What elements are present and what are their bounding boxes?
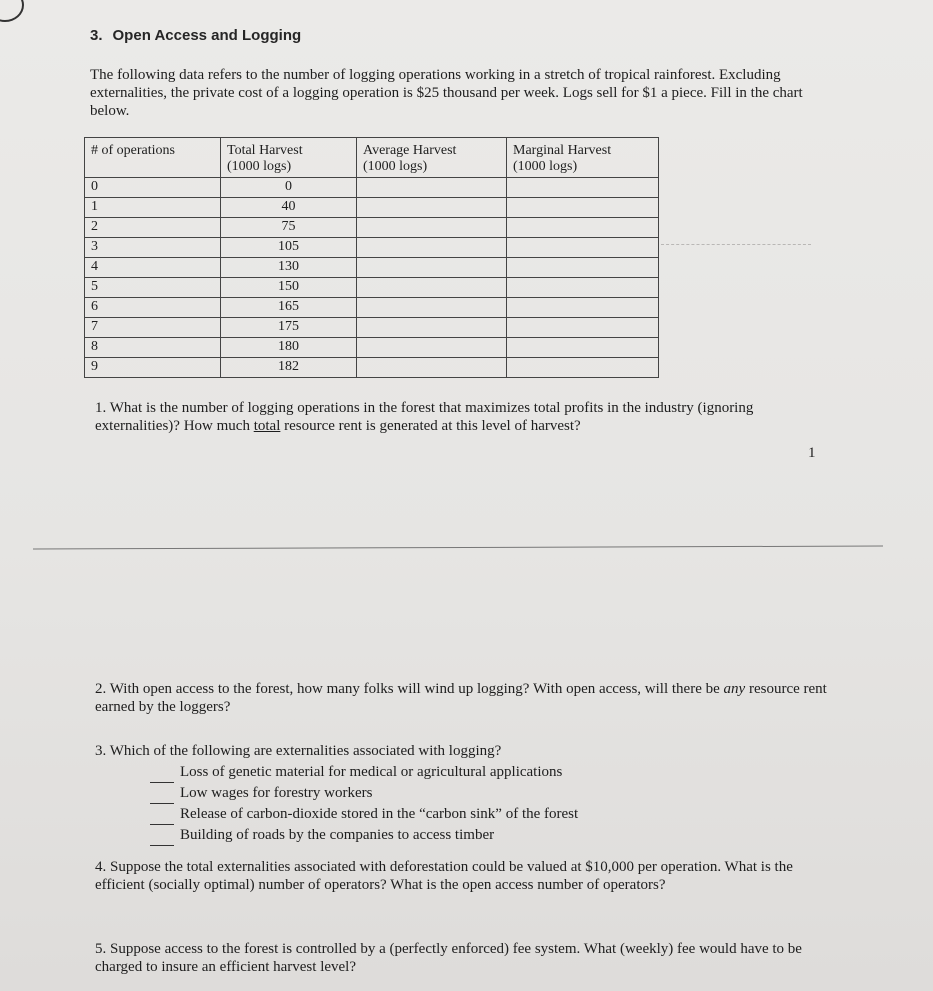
option-item[interactable] [150,804,578,825]
cell-total-harvest: 182 [221,358,357,378]
cell-operations: 3 [85,238,221,258]
cell-average-harvest[interactable] [357,198,507,218]
checkbox-blank[interactable] [150,770,174,783]
question-5: 5. Suppose access to the forest is controlled by a (perfectly enforced) fee system. What (weekly) fee would have to be charged to insure an efficient harvest level? [95,941,802,975]
cell-total-harvest: 165 [221,298,357,318]
header-average-harvest-unit: (1000 logs) [363,159,428,174]
cell-marginal-harvest[interactable] [507,298,659,318]
cell-total-harvest: 150 [221,278,357,298]
answer-rule-line [33,546,883,550]
page-corner-mark [0,0,24,22]
cell-operations: 6 [85,298,221,318]
cell-marginal-harvest[interactable] [507,318,659,338]
option-label: Loss of genetic material for medical or agricultural applications [180,764,563,780]
externality-options [150,762,578,846]
header-operations [85,138,221,178]
cell-total-harvest: 0 [221,178,357,198]
cell-marginal-harvest[interactable] [507,218,659,238]
question-1-tail: resource rent is generated at this level of harvest? [280,418,581,434]
table-row [85,178,659,198]
header-total-harvest-unit: (1000 logs) [227,159,292,174]
option-label: Low wages for forestry workers [180,785,373,801]
cell-total-harvest: 105 [221,238,357,258]
checkbox-blank[interactable] [150,791,174,804]
cell-total-harvest: 180 [221,338,357,358]
question-4: 4. Suppose the total externalities associated with deforestation could be valued at $10,000 per operation. What is the efficient (socially optimal) number of operators? What is the open access number of operators? [95,859,793,893]
table-row [85,218,659,238]
table-header-row [85,138,659,178]
table-row [85,258,659,278]
cell-operations: 7 [85,318,221,338]
question-2 [95,680,835,716]
cell-total-harvest: 130 [221,258,357,278]
question-1-emphasis: total [253,418,281,434]
cell-marginal-harvest[interactable] [507,238,659,258]
harvest-table [84,137,659,378]
option-label: Release of carbon-dioxide stored in the “carbon sink” of the forest [180,806,579,822]
header-marginal-harvest-unit: (1000 logs) [513,159,578,174]
header-average-harvest-label: Average Harvest [363,143,457,158]
question-1-lead: 1. What is the number of logging operations in the forest that maximizes total profits in the industry (ignoring externalities)? How much [95,400,754,434]
header-marginal-harvest [507,138,659,178]
checkbox-blank[interactable] [150,812,174,825]
cell-average-harvest[interactable] [357,278,507,298]
option-label: Building of roads by the companies to access timber [180,827,495,843]
cell-operations: 8 [85,338,221,358]
cell-average-harvest[interactable] [357,178,507,198]
section-title [90,27,301,44]
table-row [85,338,659,358]
cell-average-harvest[interactable] [357,238,507,258]
cell-operations: 4 [85,258,221,278]
faint-line [661,244,811,245]
cell-total-harvest: 75 [221,218,357,238]
question-2-emphasis: any [723,681,746,697]
intro-paragraph: The following data refers to the number of logging operations working in a stretch of tropical rainforest. Excluding externalities, the private cost of a logging operation is $25 thousand per week. Logs sell for $1 a piece. Fill in the chart below. [90,67,803,119]
option-item[interactable] [150,825,578,846]
cell-marginal-harvest[interactable] [507,358,659,378]
cell-operations: 0 [85,178,221,198]
cell-operations: 2 [85,218,221,238]
cell-average-harvest[interactable] [357,338,507,358]
table-row [85,198,659,218]
option-item[interactable] [150,762,578,783]
section-title-text: Open Access and Logging [112,27,302,44]
table-row [85,318,659,338]
cell-average-harvest[interactable] [357,258,507,278]
table-body [85,178,659,378]
cell-average-harvest[interactable] [357,298,507,318]
header-total-harvest [221,138,357,178]
header-marginal-harvest-label: Marginal Harvest [513,143,612,158]
cell-average-harvest[interactable] [357,218,507,238]
cell-marginal-harvest[interactable] [507,258,659,278]
cell-operations: 5 [85,278,221,298]
cell-total-harvest: 40 [221,198,357,218]
question-3: 3. Which of the following are externalities associated with logging? [95,743,502,759]
cell-average-harvest[interactable] [357,358,507,378]
header-total-harvest-label: Total Harvest [227,143,303,158]
option-item[interactable] [150,783,578,804]
cell-average-harvest[interactable] [357,318,507,338]
question-2-tail: resource rent earned by the loggers? [95,681,827,715]
cell-marginal-harvest[interactable] [507,338,659,358]
question-1 [95,399,795,435]
cell-operations: 9 [85,358,221,378]
cell-marginal-harvest[interactable] [507,178,659,198]
table-row [85,238,659,258]
header-average-harvest [357,138,507,178]
header-operations-label: # of operations [91,143,175,158]
cell-total-harvest: 175 [221,318,357,338]
question-2-lead: 2. With open access to the forest, how many folks will wind up logging? With open access, will there be [95,681,724,697]
cell-marginal-harvest[interactable] [507,198,659,218]
cell-operations: 1 [85,198,221,218]
cell-marginal-harvest[interactable] [507,278,659,298]
table-row [85,358,659,378]
margin-mark: 1 [808,445,816,461]
checkbox-blank[interactable] [150,833,174,846]
table-row [85,298,659,318]
section-number: 3. [90,27,103,44]
table-row [85,278,659,298]
